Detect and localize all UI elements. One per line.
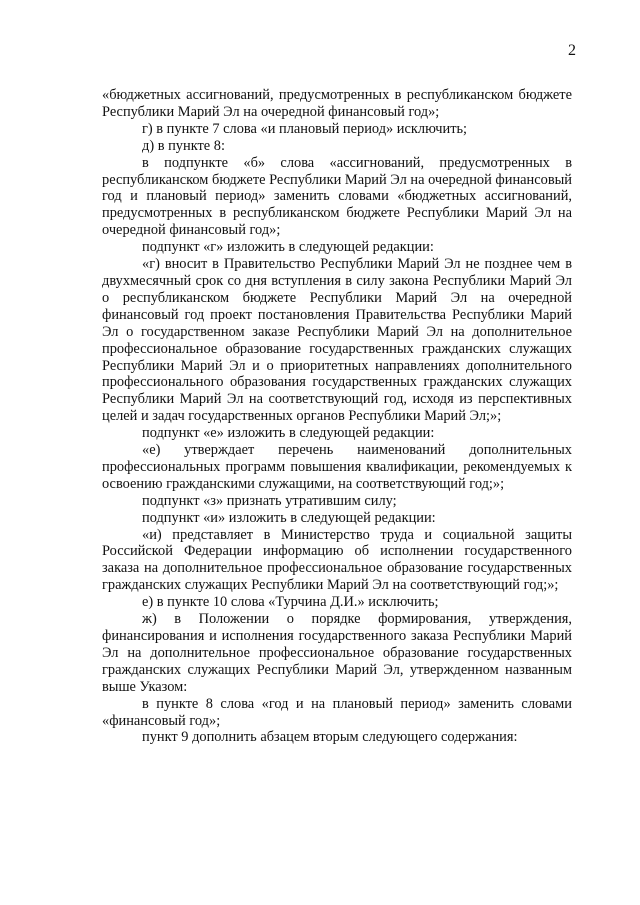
paragraph: г) в пункте 7 слова «и плановый период» исключить;	[142, 120, 468, 137]
paragraph: ж) в Положении о порядке формирования, утверждения, финансирования и исполнения государственного заказа Республики Марий Эл на дополнительное профессиональное образование государственных гражданских служащих Республики Марий Эл, утвержденном названным выше Указом:	[102, 611, 572, 695]
paragraph: «г) вносит в Правительство Республики Марий Эл не позднее чем в двухмесячный срок со дня вступления в силу закона Республики Марий Эл о республиканском бюджете Республики Марий Эл на очередной финансовый год проект постановления Правительства Республики Марий Эл о государственном заказе Республики Марий Эл на дополнительное профессиональное образование государственных гражданских служащих Республики Марий Эл и о приоритетных направлениях дополнительного профессионального образования государственных гражданских служащих Республики Марий Эл на соответствующий год, исходя из перспективных целей и задач государственных органов Республики Марий Эл;»;	[102, 256, 572, 425]
paragraph: подпункт «е» изложить в следующей редакции:	[142, 425, 435, 442]
paragraph: подпункт «и» изложить в следующей редакции:	[142, 509, 436, 526]
paragraph: пункт 9 дополнить абзацем вторым следующего содержания:	[142, 729, 518, 746]
paragraph: в пункте 8 слова «год и на плановый период» заменить словами «финансовый год»;	[102, 695, 572, 729]
paragraph: д) в пункте 8:	[142, 137, 225, 154]
paragraph: «е) утверждает перечень наименований дополнительных профессиональных программ повышения квалификации, рекомендуемых к освоению гражданскими служащими, на соответствующий год;»;	[102, 442, 572, 492]
paragraph: е) в пункте 10 слова «Турчина Д.И.» исключить;	[142, 594, 439, 611]
paragraph: в подпункте «б» слова «ассигнований, предусмотренных в республиканском бюджете Республики Марий Эл на очередной финансовый год и плановый период» заменить словами «бюджетных ассигнований, предусмотренных в республиканском бюджете Республики Марий Эл на очередной финансовый год»;	[102, 154, 572, 239]
document-body	[102, 87, 572, 746]
page-number: 2	[568, 42, 576, 59]
paragraph: подпункт «з» признать утратившим силу;	[142, 492, 397, 509]
paragraph: «и) представляет в Министерство труда и социальной защиты Российской Федерации информацию об исполнении государственного заказа на дополнительное профессиональное образование государственных гражданских служащих Республики Марий Эл на соответствующий год;»;	[102, 526, 572, 594]
paragraph: «бюджетных ассигнований, предусмотренных в республиканском бюджете Республики Марий Эл на очередной финансовый год»;	[102, 87, 572, 120]
paragraph: подпункт «г» изложить в следующей редакции:	[142, 239, 434, 256]
